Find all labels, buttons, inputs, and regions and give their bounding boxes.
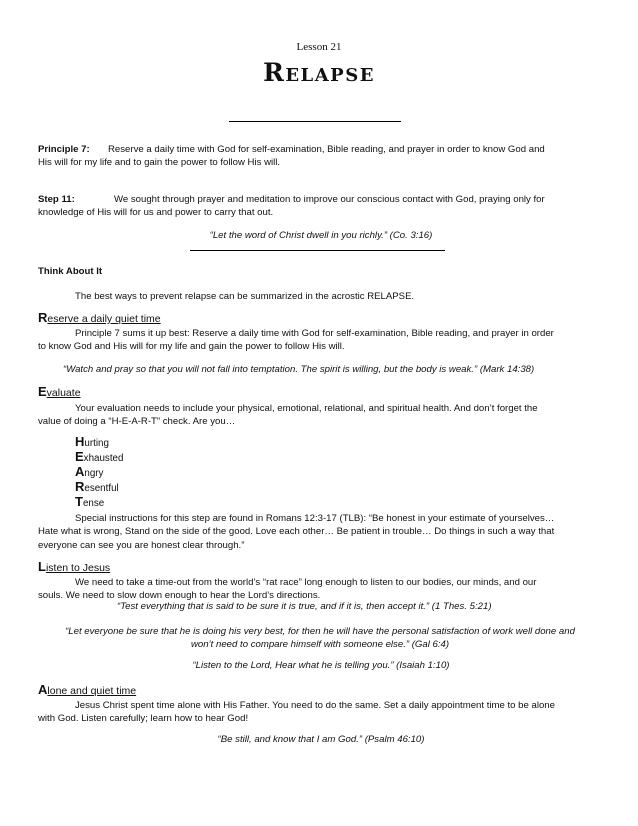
heart-item-angry: Angry	[75, 464, 104, 479]
principle-text-line1: Reserve a daily time with God for self-examination, Bible reading, and prayer in order to know God and	[108, 144, 545, 155]
l-quote2-line1: “Let everyone be sure that he is doing his very best, for then he will have the personal satisfaction of work well done and	[65, 626, 575, 637]
r-heading-rest: eserve a daily quiet time	[47, 313, 161, 325]
step-text-line2: knowledge of His will for us and power to carry that out.	[38, 207, 274, 219]
e-heading	[38, 385, 604, 400]
heart-item-resentful: Resentful	[75, 479, 119, 494]
l-quote1: “Test everything that is said to be sure it is true, and if it is, then accept it.” (1 Thes. 5:21)	[117, 601, 492, 612]
a-heading-cap: A	[38, 682, 48, 697]
think-text: The best ways to prevent relapse can be summarized in the acrostic RELAPSE.	[75, 291, 415, 302]
r-heading-cap: R	[38, 310, 48, 325]
think-heading: Think About It	[38, 266, 103, 277]
l-text-line1: We need to take a time-out from the world’s “rat race” long enough to listen to our bodies, our minds, and our	[75, 577, 537, 588]
a-quote: “Be still, and know that I am God.” (Psalm 46:10)	[217, 734, 425, 745]
heart-list	[75, 434, 275, 509]
heart-item-hurting: Hurting	[75, 434, 109, 449]
principle-text-line2: His will for my life and to gain the power to follow His will.	[38, 157, 281, 169]
a-heading-rest: lone and quiet time	[47, 685, 137, 697]
step-text-line1: We sought through prayer and meditation to improve our conscious contact with God, praying only for	[114, 194, 545, 205]
lesson-number: Lesson 21	[296, 41, 342, 53]
e-heading-cap: E	[38, 384, 47, 399]
l-quote2	[30, 625, 610, 652]
e-special-line2: Hate what is wrong, Stand on the side of the good. Love each other… Be patient in trouble… Do things in such a way that	[38, 526, 555, 538]
r-heading	[38, 311, 604, 326]
l-quote3: “Listen to the Lord, Hear what he is telling you.” (Isaiah 1:10)	[192, 660, 450, 671]
principle-label: Principle 7:	[38, 144, 90, 155]
l-text-line2: souls. We need to slow down enough to hear the Lord’s directions.	[38, 590, 321, 602]
l-heading-rest: isten to Jesus	[45, 562, 111, 574]
e-special-line3: everyone can see you are honest clear through.”	[38, 539, 245, 551]
heart-item-tense: Tense	[75, 494, 105, 509]
page-title: Relapse	[263, 58, 375, 87]
l-heading	[38, 560, 604, 575]
a-paragraph	[38, 699, 604, 726]
l-paragraph	[38, 576, 604, 603]
r-paragraph	[38, 327, 604, 354]
quote-divider	[190, 250, 445, 251]
e-text-line2: value of doing a “H-E-A-R-T” check. Are you…	[38, 416, 236, 428]
a-text-line1: Jesus Christ spent time alone with His Father. You need to do the same. Set a daily appointment time to be alone	[75, 700, 555, 711]
e-text-line1: Your evaluation needs to include your physical, emotional, relational, and spiritual health. And don’t forget the	[75, 403, 538, 414]
title-divider	[229, 121, 401, 122]
a-text-line2: with God. Listen carefully; learn how to hear God!	[38, 713, 249, 725]
e-special-line1: Special instructions for this step are found in Romans 12:3-17 (TLB): “Be honest in your estimate of yourselves…	[75, 513, 555, 524]
l-heading-cap: L	[38, 559, 46, 574]
a-heading	[38, 683, 604, 698]
step-paragraph	[38, 193, 604, 220]
step-label: Step 11:	[38, 194, 75, 205]
e-special-paragraph	[38, 512, 604, 552]
principle-paragraph	[38, 143, 604, 170]
heart-item-exhausted: Exhausted	[75, 449, 124, 464]
r-text-line1: Principle 7 sums it up best: Reserve a daily time with God for self-examination, Bible reading, and prayer in order	[75, 328, 554, 339]
r-text-line2: to know God and His will for my life and gain the power to follow His will.	[38, 341, 345, 353]
l-quote2-line2: won’t need to compare himself with someone else.” (Gal 6:4)	[190, 639, 450, 651]
r-quote: “Watch and pray so that you will not fall into temptation. The spirit is willing, but the body is weak.” (Mark 14:38)	[63, 364, 535, 375]
e-paragraph	[38, 402, 604, 429]
main-quote: “Let the word of Christ dwell in you richly.” (Co. 3:16)	[209, 230, 433, 241]
e-heading-rest: valuate	[46, 387, 81, 399]
